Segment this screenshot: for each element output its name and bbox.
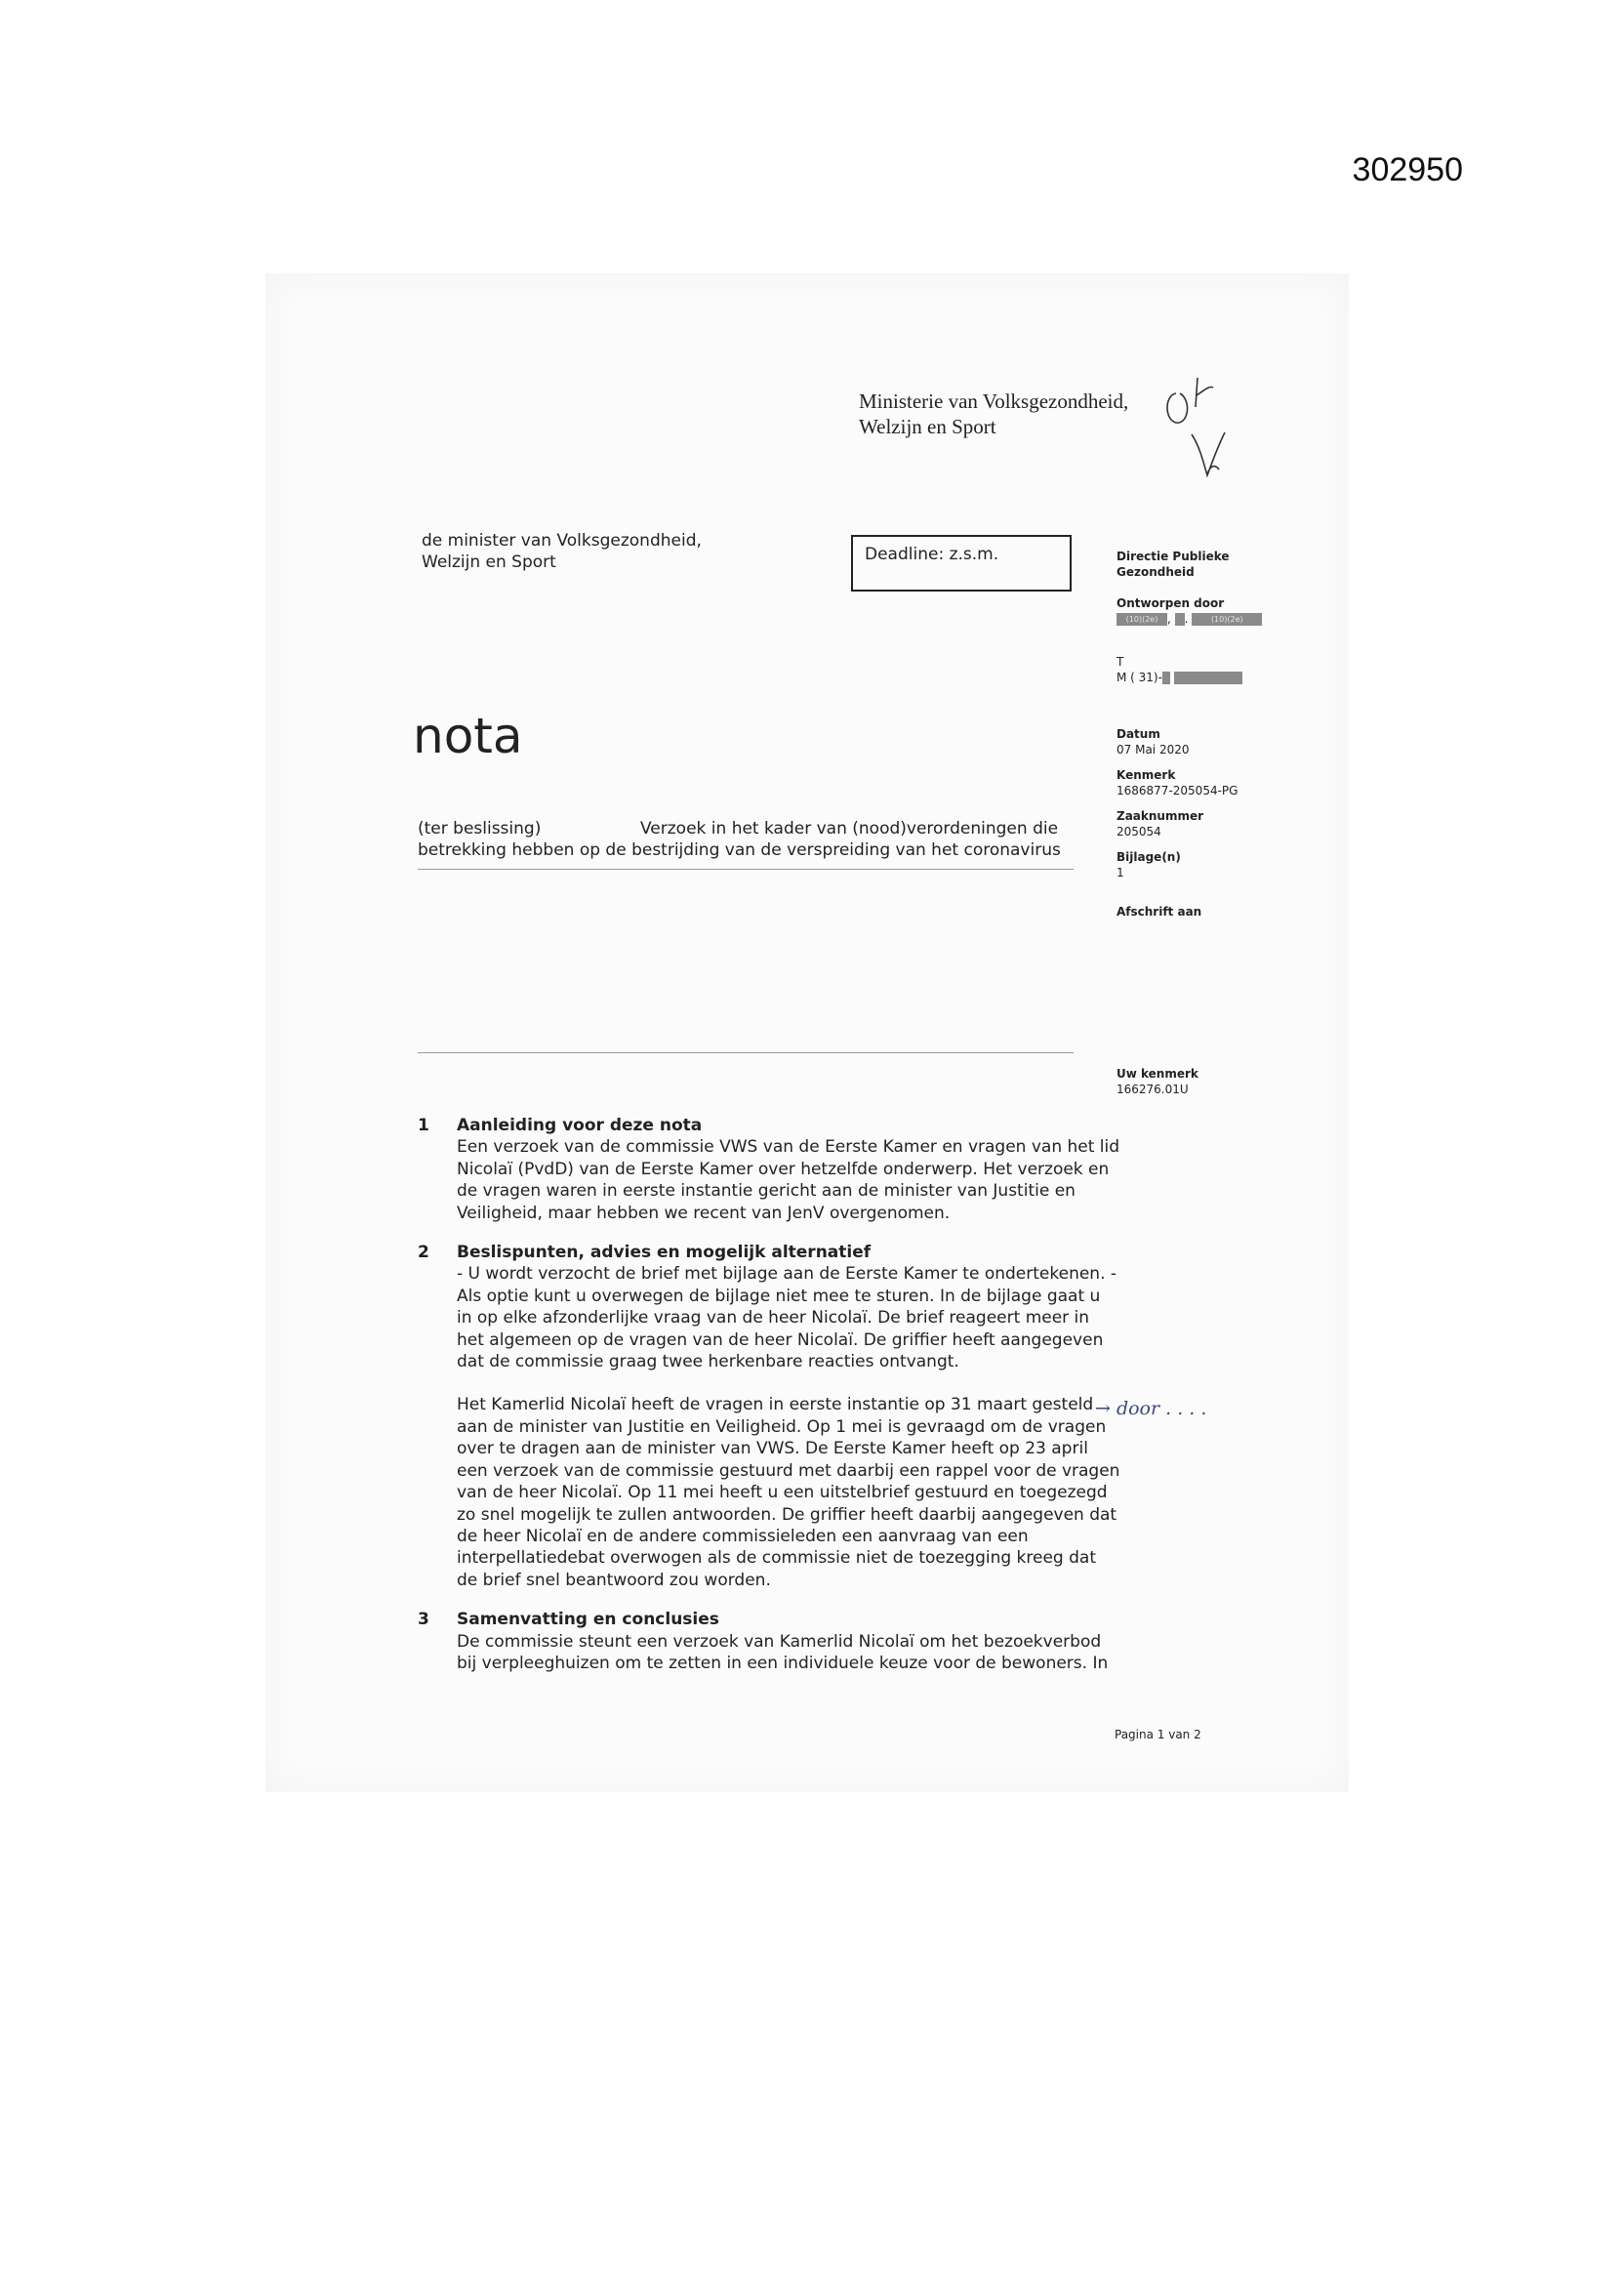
subject-tag: (ter beslissing) xyxy=(418,819,542,838)
addressee xyxy=(422,530,702,573)
reference-block xyxy=(1116,767,1238,798)
directorate xyxy=(1116,549,1230,580)
attachments-label: Bijlage(n) xyxy=(1116,850,1181,864)
your-reference-label: Uw kenmerk xyxy=(1116,1067,1198,1081)
page-number: Pagina 1 van 2 xyxy=(1115,1728,1201,1741)
subject-line-2: betrekking hebben op de bestrijding van de verspreiding van het coronavirus xyxy=(418,840,1061,860)
section-3 xyxy=(418,1609,1120,1674)
reference-value: 1686877-205054-PG xyxy=(1116,784,1238,797)
redaction-block-small xyxy=(1175,613,1185,626)
addressee-line-2: Welzijn en Sport xyxy=(422,552,556,572)
section-paragraph: Het Kamerlid Nicolaï heeft de vragen in eerste instantie op 31 maart gesteld aan de minister van Justitie en Veiligheid. Op 1 mei is gevraagd om de vragen over te dragen aan de minister van VWS. De Eerste Kamer heeft op 23 april een verzoek van de commissie gestuurd met daarbij een rappel voor de vragen van de heer Nicolaï. Op 11 mei heeft u een uitstelbrief gestuurd en toegezegd zo snel mogelijk te zullen antwoorden. De griffier heeft daarbij aangegeven dat de heer Nicolaï en de andere commissieleden een aanvraag van een interpellatiedebat overwogen als de commissie niet de toezegging kreeg dat de brief snel beantwoord zou worden. xyxy=(457,1395,1120,1590)
phone-t: T xyxy=(1116,655,1124,669)
your-reference-value: 166276.01U xyxy=(1116,1083,1189,1096)
section-title: Samenvatting en conclusies xyxy=(457,1610,719,1630)
section-title: Beslispunten, advies en mogelijk alternatief xyxy=(457,1243,872,1263)
attachments-block xyxy=(1116,849,1181,880)
sections xyxy=(418,1115,1120,1692)
designed-by xyxy=(1116,595,1262,627)
handwritten-initials xyxy=(1157,366,1254,483)
redaction-block-small xyxy=(1162,672,1170,684)
subject xyxy=(418,818,1081,861)
phone-m: M ( 31)- xyxy=(1116,671,1162,684)
ministry-line-2: Welzijn en Sport xyxy=(859,415,996,438)
attachments-value: 1 xyxy=(1116,866,1124,879)
case-value: 205054 xyxy=(1116,825,1161,838)
directorate-line-2: Gezondheid xyxy=(1116,565,1195,579)
divider xyxy=(418,869,1074,870)
date-block xyxy=(1116,726,1189,757)
redaction-block xyxy=(1174,672,1242,684)
section-paragraph: - U wordt verzocht de brief met bijlage aan de Eerste Kamer te ondertekenen. - Als optie kunt u overwegen de bijlage niet mee te sturen. In de bijlage gaat u in op elke afzonderlijke vraag van de heer Nicolaï. De brief reageert meer in het algemeen op de vragen van de heer Nicolaï. De griffier heeft aangegeven dat de commissie graag twee herkenbare reacties ontvangt. xyxy=(457,1264,1117,1372)
redaction-block: (10)(2e) xyxy=(1116,613,1167,626)
phone-block xyxy=(1116,654,1242,685)
document-number: 302950 xyxy=(1352,151,1463,188)
your-reference-block xyxy=(1116,1066,1198,1097)
redaction-block: (10)(2e) xyxy=(1192,613,1262,626)
ministry-header xyxy=(859,388,1128,439)
section-paragraph: De commissie steunt een verzoek van Kamerlid Nicolaï om het bezoekverbod bij verpleeghuizen om te zetten in een individuele keuze voor de bewoners. In xyxy=(457,1631,1109,1673)
section-number: 2 xyxy=(418,1243,429,1263)
deadline-box: Deadline: z.s.m. xyxy=(851,535,1072,592)
divider xyxy=(418,1052,1074,1053)
addressee-line-1: de minister van Volksgezondheid, xyxy=(422,531,702,551)
section-number: 3 xyxy=(418,1610,429,1630)
section-2 xyxy=(418,1242,1120,1591)
directorate-line-1: Directie Publieke xyxy=(1116,550,1230,563)
copy-label: Afschrift aan xyxy=(1116,905,1202,919)
designed-by-label: Ontworpen door xyxy=(1116,596,1225,610)
phone-m-row xyxy=(1116,670,1242,685)
copy-block xyxy=(1116,904,1201,920)
case-block xyxy=(1116,808,1203,839)
section-paragraph: Een verzoek van de commissie VWS van de Eerste Kamer en vragen van het lid Nicolaï (PvdD) van de Eerste Kamer over hetzelfde onderwerp. Het verzoek en de vragen waren in eerste instantie gericht aan de minister van Justitie en Veiligheid, maar hebben we recent van JenV overgenomen. xyxy=(457,1137,1120,1223)
section-title: Aanleiding voor deze nota xyxy=(457,1116,703,1135)
designed-by-redacted: (10)(2e) , . (10)(2e) xyxy=(1116,611,1262,627)
document-title: nota xyxy=(413,708,523,764)
section-number: 1 xyxy=(418,1116,429,1135)
section-1 xyxy=(418,1115,1120,1224)
handwritten-margin-note: → door . . . . xyxy=(1095,1398,1207,1419)
reference-label: Kenmerk xyxy=(1116,768,1176,782)
subject-line-1: Verzoek in het kader van (nood)verordeningen die xyxy=(640,819,1059,838)
case-label: Zaaknummer xyxy=(1116,809,1204,823)
date-label: Datum xyxy=(1116,727,1160,741)
ministry-line-1: Ministerie van Volksgezondheid, xyxy=(859,389,1129,413)
date-value: 07 Mai 2020 xyxy=(1116,743,1190,757)
